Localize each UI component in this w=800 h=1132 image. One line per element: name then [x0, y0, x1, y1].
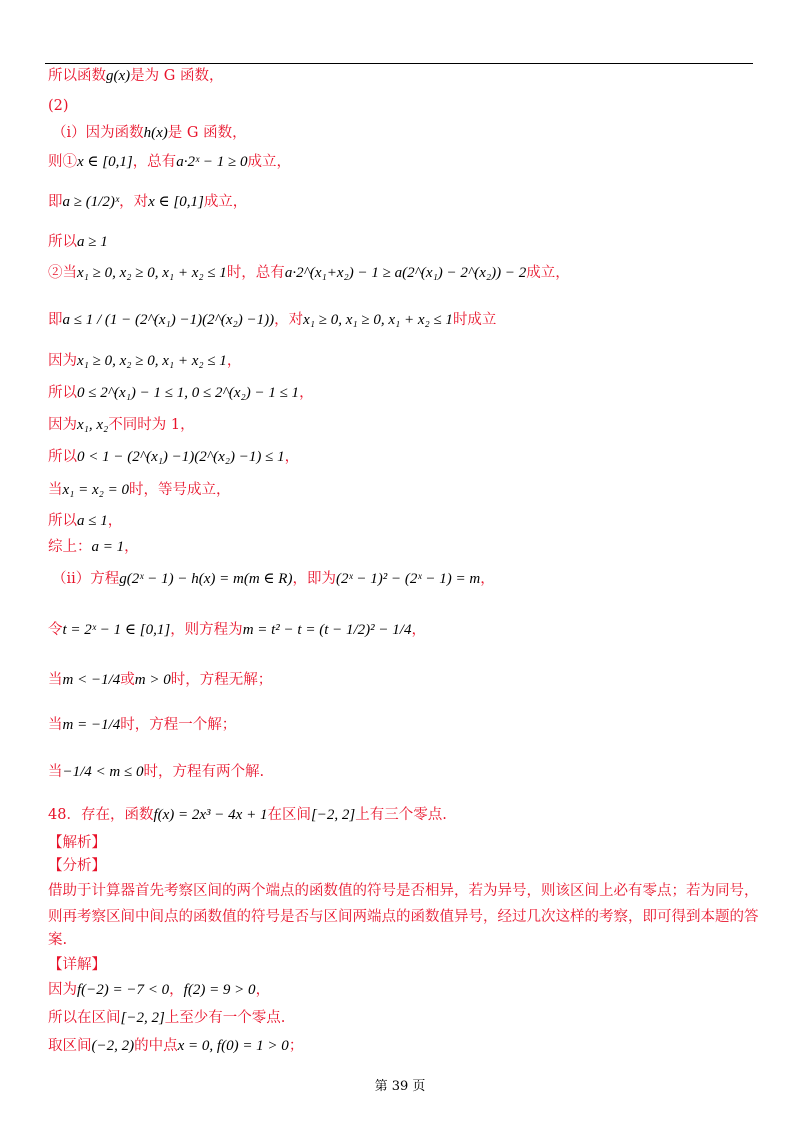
text-line: (2)	[48, 98, 69, 114]
text-line: 当m < −1/4或m > 0时，方程无解；	[48, 672, 273, 688]
text-line: 所以在区间[−2, 2]上至少有一个零点.	[48, 1010, 286, 1026]
text-line: 当−1/4 < m ≤ 0时，方程有两个解.	[48, 764, 265, 780]
text-line: 所以函数g(x)是为 G 函数，	[48, 68, 224, 84]
text-line: 综上：a = 1，	[48, 539, 139, 555]
text-line: 即a ≥ (1/2)ˣ，对x ∈ [0,1]成立，	[48, 194, 248, 210]
text-line: 借助于计算器首先考察区间的两个端点的函数值的符号是否相异，若为异号，则该区间上必有零点；若为同号，	[48, 883, 759, 899]
section-heading: 【解析】	[48, 835, 106, 851]
text-line: 因为f(−2) = −7 < 0，f(2) = 9 > 0，	[48, 982, 271, 998]
text-line: 所以a ≥ 1	[48, 234, 108, 250]
text-line: 所以0 < 1 − (2^(x₁) −1)(2^(x₂) −1) ≤ 1，	[48, 449, 300, 465]
text-line: 当m = −1/4时，方程一个解；	[48, 717, 237, 733]
text-line: 取区间(−2, 2)的中点x = 0, f(0) = 1 > 0；	[48, 1038, 304, 1054]
text-line: 因为x₁ ≥ 0, x₂ ≥ 0, x₁ + x₂ ≤ 1，	[48, 353, 242, 369]
text-line: 所以0 ≤ 2^(x₁) − 1 ≤ 1, 0 ≤ 2^(x₂) − 1 ≤ 1，	[48, 385, 314, 401]
text-line: 当x₁ = x₂ = 0时，等号成立，	[48, 482, 231, 498]
text-line: ②当x₁ ≥ 0, x₂ ≥ 0, x₁ + x₂ ≤ 1时，总有a·2^(x₁+x₂) − 1 ≥ a(2^(x₁) − 2^(x₂)) − 2成立，	[48, 265, 570, 281]
text-line: 即a ≤ 1 / (1 − (2^(x₁) −1)(2^(x₂) −1))，对x₁ ≥ 0, x₁ ≥ 0, x₁ + x₂ ≤ 1时成立	[48, 312, 497, 328]
text-line: 则①x ∈ [0,1]，总有a·2ˣ − 1 ≥ 0成立，	[48, 154, 292, 170]
section-heading: 【详解】	[48, 957, 106, 973]
text-line: 因为x₁, x₂不同时为 1，	[48, 417, 195, 433]
text-line: （ii）方程g(2ˣ − 1) − h(x) = m(m ∈ R)，即为(2ˣ − 1)² − (2ˣ − 1) = m，	[52, 571, 495, 587]
text-line: 令t = 2ˣ − 1 ∈ [0,1]，则方程为m = t² − t = (t − 1/2)² − 1/4，	[48, 622, 426, 638]
page-number: 第 39 页	[374, 1079, 426, 1094]
text-line: 所以a ≤ 1，	[48, 513, 123, 529]
text-line: （i）因为函数h(x)是 G 函数，	[52, 125, 247, 141]
header-rule	[45, 63, 753, 64]
text-line: 则再考察区间中间点的函数值的符号是否与区间两端点的函数值异号，经过几次这样的考察，即可得到本题的答	[48, 909, 759, 925]
problem-48-line: 48．存在，函数f(x) = 2x³ − 4x + 1在区间[−2, 2]上有三个零点.	[48, 807, 447, 823]
section-heading: 【分析】	[48, 858, 106, 874]
text-line: 案.	[48, 932, 68, 948]
